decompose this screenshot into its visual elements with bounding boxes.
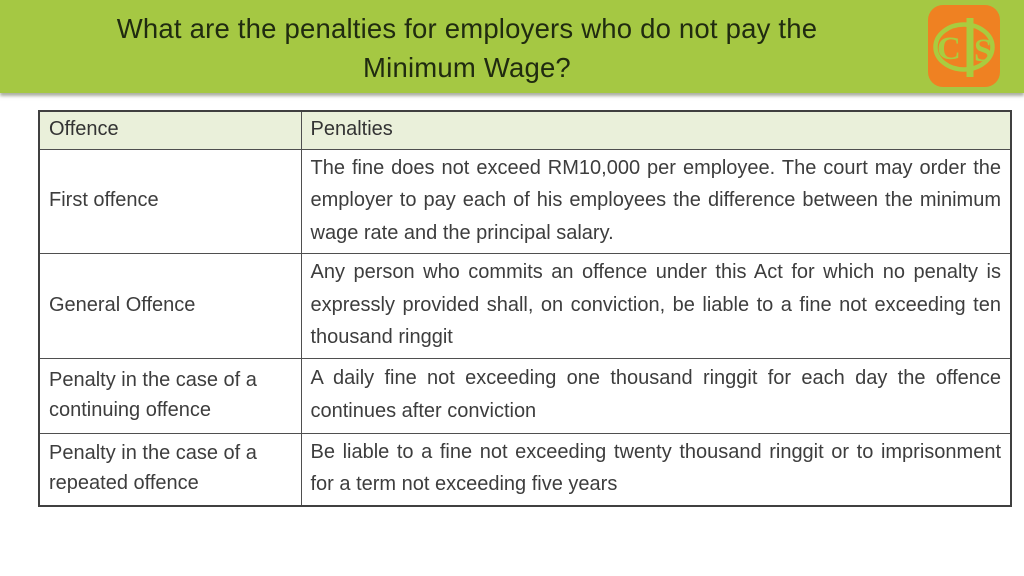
slide-title bbox=[0, 9, 934, 87]
penalty-cell: Any person who commits an offence under this Act for which no penalty is expressly provided shall, on conviction, be liable to a fine not exceeding ten thousand ringgit bbox=[301, 254, 1011, 359]
cs-logo-icon bbox=[928, 5, 1000, 87]
logo-letter-s: S bbox=[974, 33, 993, 69]
penalty-cell: Be liable to a fine not exceeding twenty thousand ringgit or to imprisonment for a term not exceeding five years bbox=[301, 433, 1011, 506]
table-row bbox=[39, 358, 1011, 433]
title-banner bbox=[0, 0, 1024, 93]
slide-title-line-1: What are the penalties for employers who do not pay the bbox=[116, 13, 818, 44]
table-row bbox=[39, 433, 1011, 506]
table-row bbox=[39, 254, 1011, 359]
offence-cell: Penalty in the case of a continuing offence bbox=[39, 358, 301, 433]
penalties-table bbox=[38, 110, 1012, 507]
column-header-penalties: Penalties bbox=[301, 111, 1011, 149]
slide-title-line-2: Minimum Wage? bbox=[363, 52, 571, 83]
column-header-offence: Offence bbox=[39, 111, 301, 149]
table-header-row bbox=[39, 111, 1011, 149]
logo-letter-c: C bbox=[937, 31, 961, 67]
offence-cell: First offence bbox=[39, 149, 301, 254]
penalty-cell: The fine does not exceed RM10,000 per employee. The court may order the employer to pay each of his employees the difference between the minimum wage rate and the principal salary. bbox=[301, 149, 1011, 254]
offence-cell: General Offence bbox=[39, 254, 301, 359]
offence-cell: Penalty in the case of a repeated offence bbox=[39, 433, 301, 506]
penalty-cell: A daily fine not exceeding one thousand ringgit for each day the offence continues after conviction bbox=[301, 358, 1011, 433]
table-row bbox=[39, 149, 1011, 254]
